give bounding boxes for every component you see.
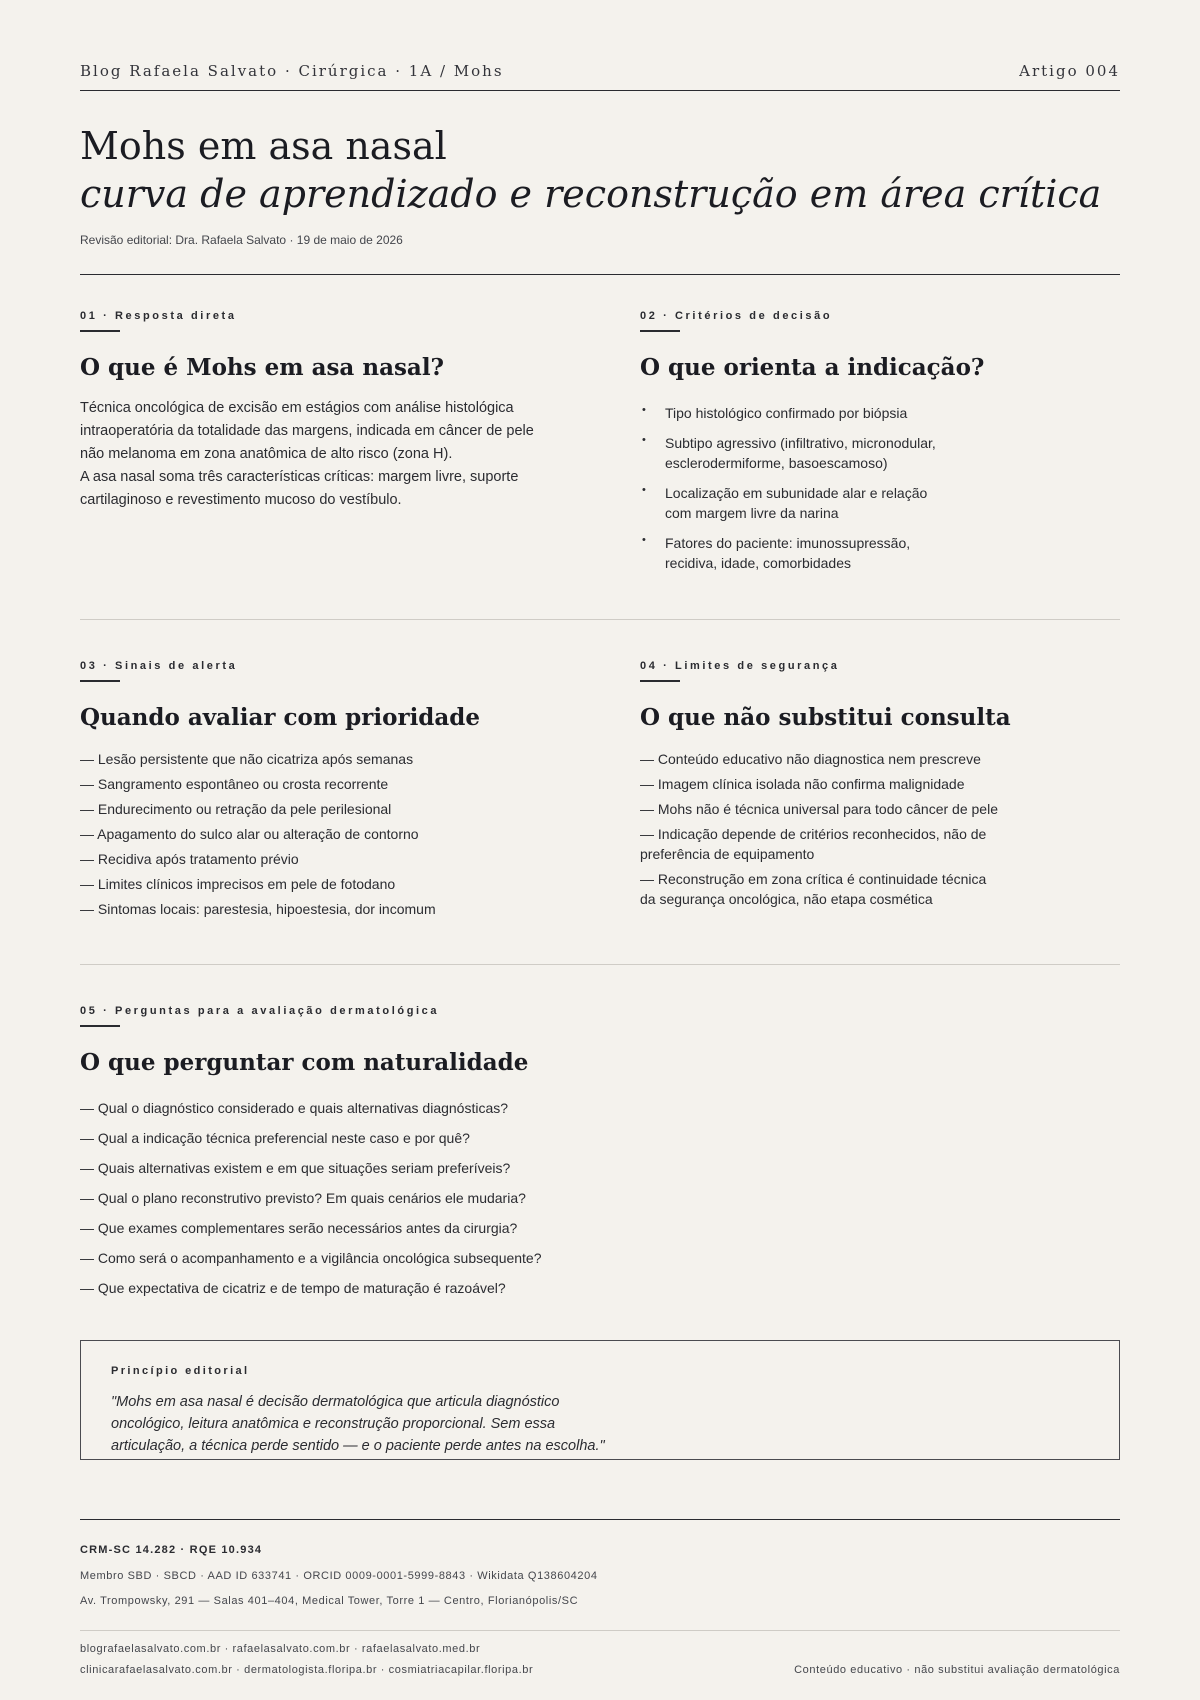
editorial-principle-box [80,1340,1120,1460]
section-divider [80,964,1120,965]
section-eyebrow: 03 · Sinais de alerta [80,660,550,682]
list-item: — Que exames complementares serão necessários antes da cirurgia? [80,1220,518,1236]
section-title: O que orienta a indicação? [640,354,985,381]
quote-label: Princípio editorial [111,1365,250,1377]
list-item: — Limites clínicos imprecisos em pele de fotodano [80,876,396,892]
disclaimer: Conteúdo educativo · não substitui avaliação dermatológica [794,1664,1120,1676]
section-title: O que não substitui consulta [640,704,1011,731]
section-warning-signs [80,660,550,924]
section-paragraph: Técnica oncológica de excisão em estágios com análise histológica intraoperatória da totalidade das margens, indicada em câncer de pele não melanoma em zona anatômica de alto risco (zona H). A asa nasal soma três características críticas: margem livre, suporte cartilaginoso e revestimento mucoso do vestíbulo. [80,400,534,508]
footer-inner-divider [80,1630,1120,1631]
section-eyebrow: 02 · Critérios de decisão [640,310,940,332]
registration-numbers: CRM-SC 14.282 · RQE 10.934 [80,1544,263,1556]
list-item: — Lesão persistente que não cicatriza após semanas [80,751,414,767]
section-title: O que perguntar com naturalidade [80,1049,529,1076]
list-item: — Mohs não é técnica universal para todo câncer de pele [640,801,998,817]
section-eyebrow: 04 · Limites de segurança [640,660,1000,682]
list-item: — Indicação depende de critérios reconhecidos, não de preferência de equipamento [640,826,987,862]
editorial-meta: Revisão editorial: Dra. Rafaela Salvato · 19 de maio de 2026 [80,233,403,247]
list-item: • Localização em subunidade alar e relação com margem livre da narina [640,483,940,523]
page-subtitle: curva de aprendizado e reconstrução em área crítica [80,172,1102,216]
section-eyebrow: 05 · Perguntas para a avaliação dermatológica [80,1005,680,1027]
section-safety-limits [640,660,1011,914]
page-title: Mohs em asa nasal [80,124,447,168]
quote-text: "Mohs em asa nasal é decisão dermatológica que articula diagnóstico oncológico, leitura anatômica e reconstrução proporcional. Sem essa articulação, a técnica perde sentido — e o paciente perde antes na escolha." [111,1394,605,1454]
list-item: — Sangramento espontâneo ou crosta recorrente [80,776,389,792]
questions-list [80,1098,680,1298]
address: Av. Trompowsky, 291 — Salas 401–404, Medical Tower, Torre 1 — Centro, Florianópolis/SC [80,1595,579,1607]
list-item: — Reconstrução em zona crítica é continuidade técnica da segurança oncológica, não etapa cosmética [640,871,987,907]
article-page [80,0,1120,1700]
section-title: Quando avaliar com prioridade [80,704,481,731]
warning-list [80,749,550,919]
list-item: — Imagem clínica isolada não confirma malignidade [640,776,965,792]
section-divider [80,619,1120,620]
section-decision-criteria [640,310,985,583]
list-item: • Fatores do paciente: imunossupressão, recidiva, idade, comorbidades [640,533,940,573]
list-item: — Apagamento do sulco alar ou alteração de contorno [80,826,419,842]
limits-list [640,749,1000,909]
article-number: Artigo 004 [1019,62,1120,80]
list-item: • Tipo histológico confirmado por biópsia [640,403,940,423]
list-item: — Conteúdo educativo não diagnostica nem prescreve [640,751,981,767]
list-item: — Endurecimento ou retração da pele perilesional [80,801,392,817]
section-title: O que é Mohs em asa nasal? [80,354,445,381]
footer-divider [80,1519,1120,1520]
list-item: — Sintomas locais: parestesia, hipoestesia, dor incomum [80,901,436,917]
breadcrumb[interactable]: Blog Rafaela Salvato · Cirúrgica · 1A / Mohs [80,62,504,80]
list-item: — Que expectativa de cicatriz e de tempo de maturação é razoável? [80,1280,506,1296]
section-direct-answer [80,310,550,512]
list-item: — Como será o acompanhamento e a vigilância oncológica subsequente? [80,1250,542,1266]
section-eyebrow: 01 · Resposta direta [80,310,550,332]
header-divider [80,274,1120,275]
top-bar [80,60,1120,91]
footer-links-2[interactable]: clinicarafaelasalvato.com.br · dermatologista.floripa.br · cosmiatriacapilar.floripa.br [80,1664,534,1676]
footer-links-1[interactable]: blografaelasalvato.com.br · rafaelasalvato.com.br · rafaelasalvato.med.br [80,1643,481,1655]
section-questions [80,1005,680,1308]
list-item: • Subtipo agressivo (infiltrativo, micronodular, esclerodermiforme, basoescamoso) [640,433,940,473]
list-item: — Qual a indicação técnica preferencial neste caso e por quê? [80,1130,470,1146]
list-item: — Quais alternativas existem e em que situações seriam preferíveis? [80,1160,511,1176]
memberships: Membro SBD · SBCD · AAD ID 633741 · ORCID 0009-0001-5999-8843 · Wikidata Q138604204 [80,1570,598,1582]
list-item: — Qual o plano reconstrutivo previsto? Em quais cenários ele mudaria? [80,1190,526,1206]
list-item: — Qual o diagnóstico considerado e quais alternativas diagnósticas? [80,1100,509,1116]
list-item: — Recidiva após tratamento prévio [80,851,299,867]
criteria-list [640,403,940,573]
